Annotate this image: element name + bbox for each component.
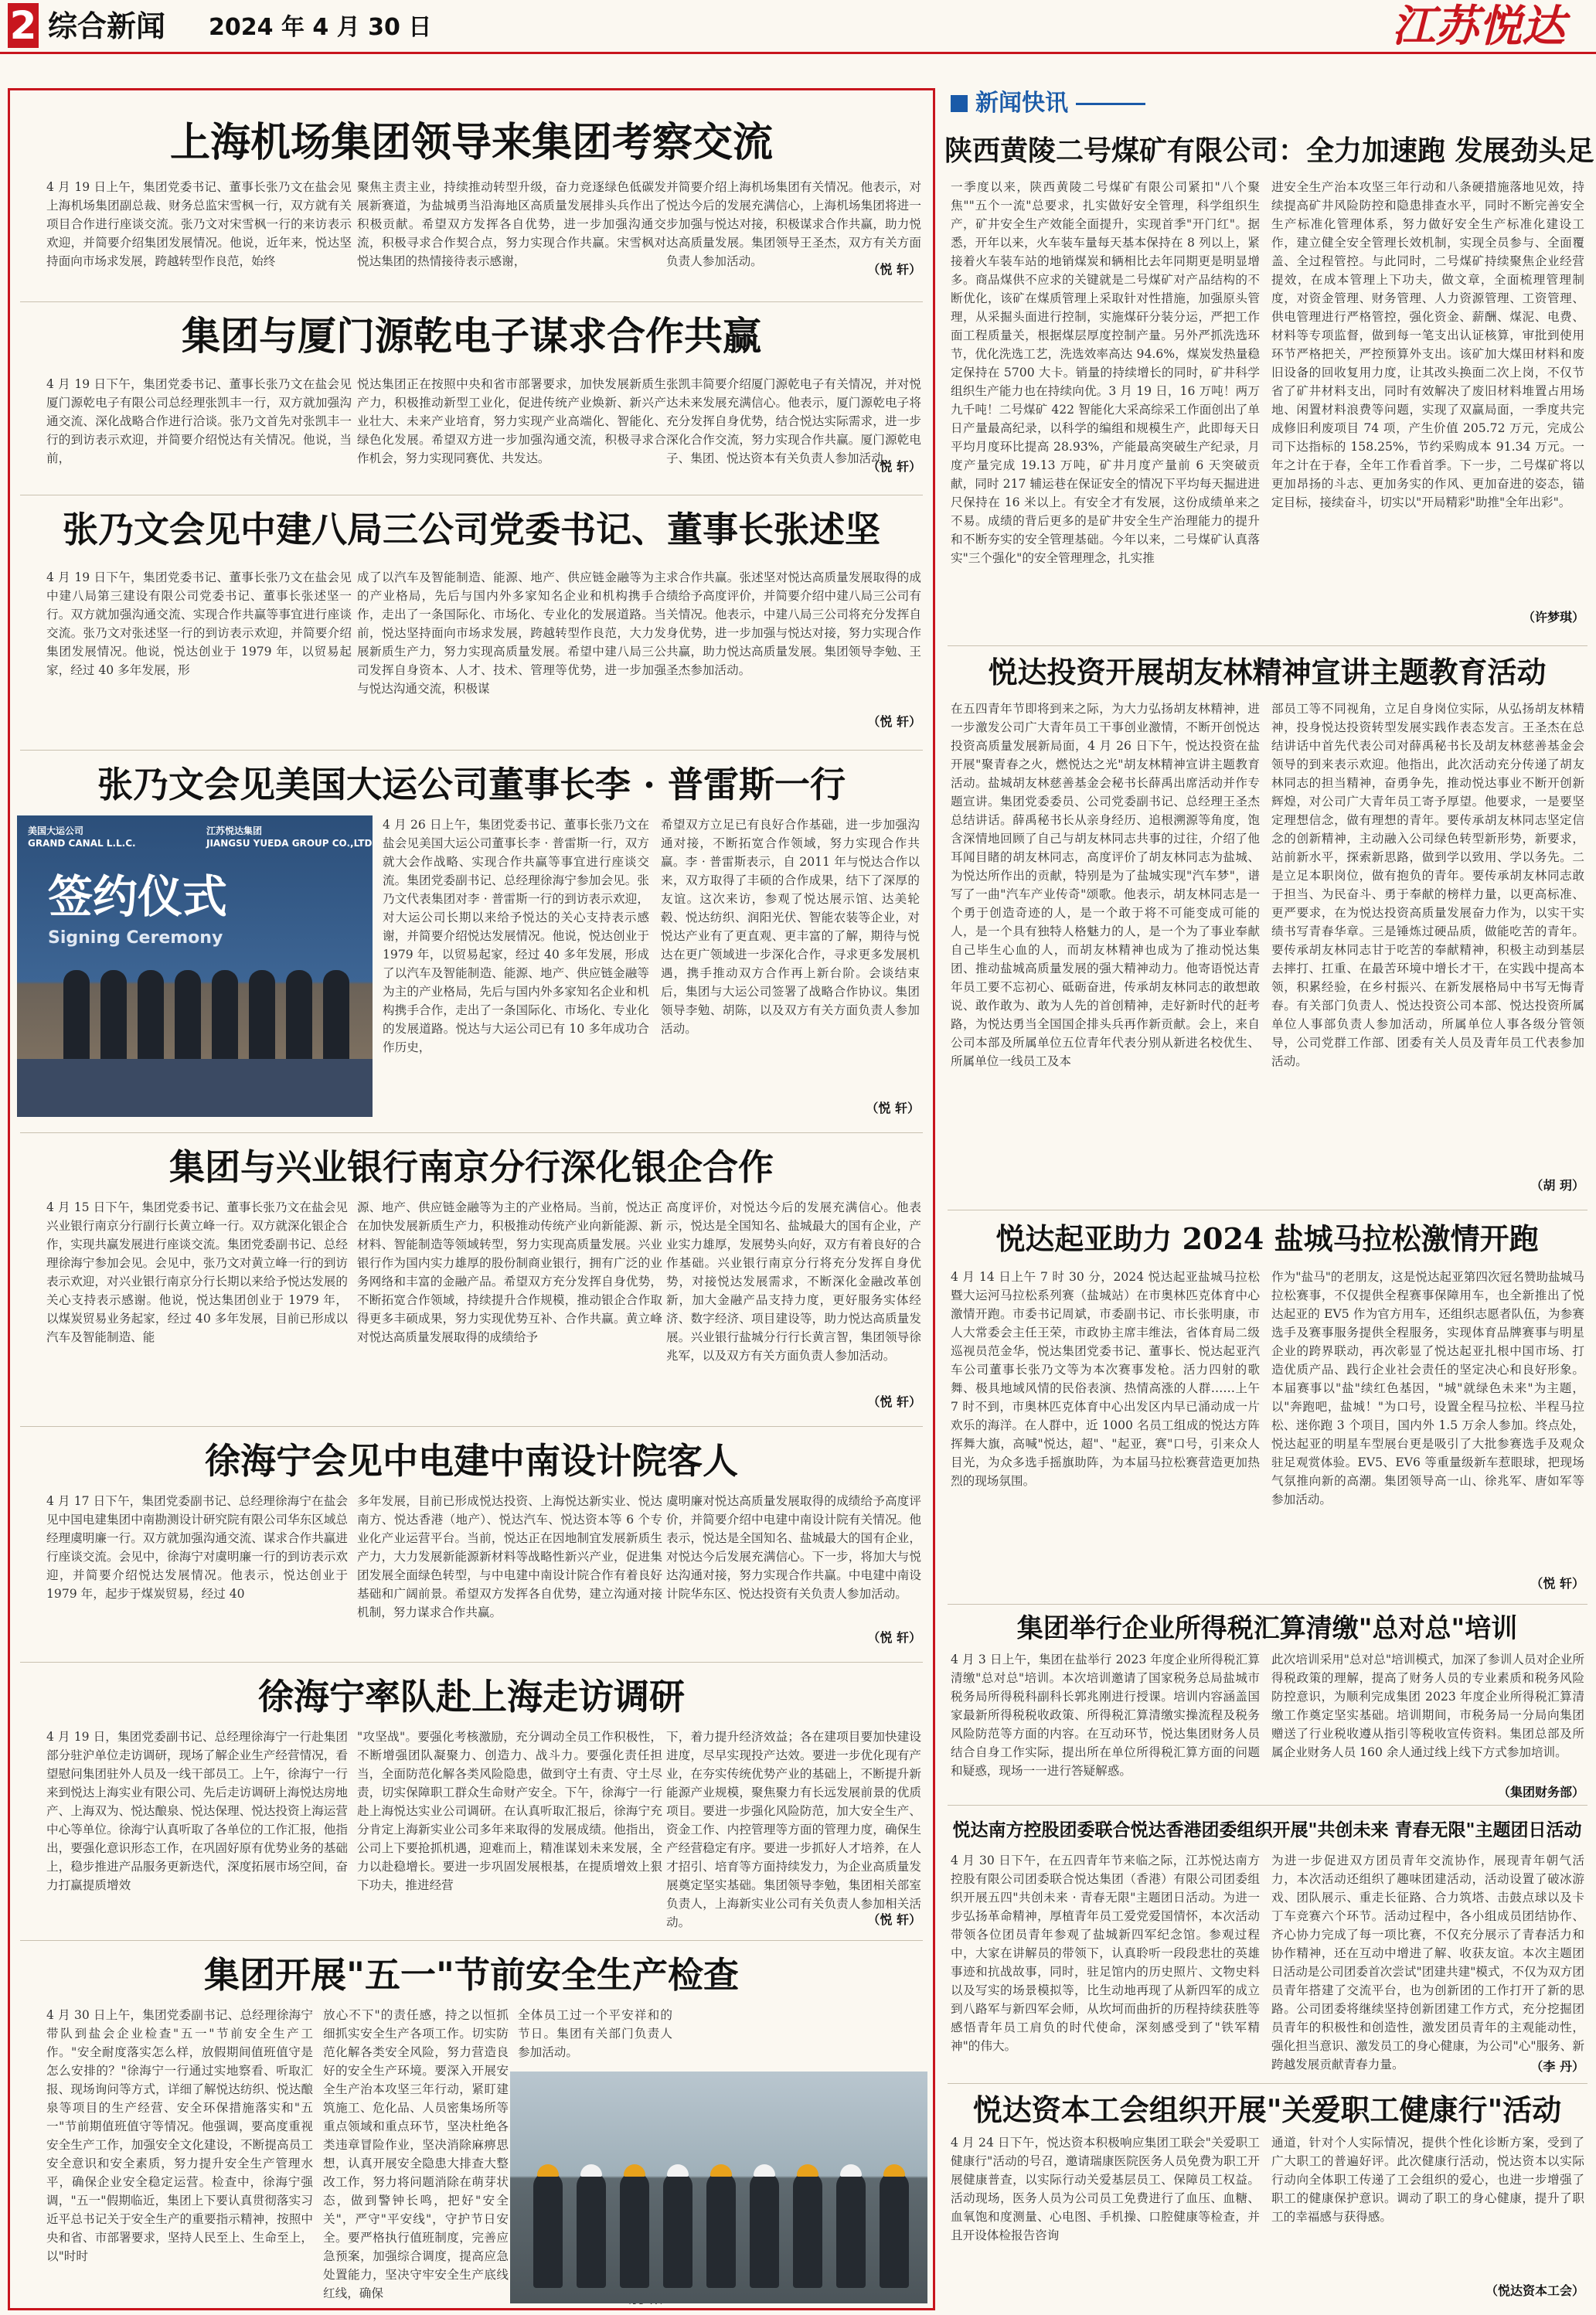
person-figure [100, 970, 127, 1063]
divider [20, 1940, 923, 1941]
signing-ceremony-photo [17, 815, 373, 1117]
article-body-column: 源、地产、供应链金融等为主的产业格局。当前，悦达正在加快发展新质生产力，积极推动传统产业向新能源、新材料、智能制造等领域转型，努力实现高质量发展。兴业银行作为国内实力雄厚的股份制商业银行，拥有广泛的业务网络和丰富的金融产品。希望双方充分发挥自身优势，不断拓宽合作领域，持续提升合作规模，推动银企合作取得更多丰硕成果，努力实现优势互补、合作共赢。黄立峰对悦达高质量发展取得的成绩给予 [357, 1200, 662, 1344]
article-byline: （悦达资本工会） [1485, 2283, 1584, 2298]
article-body-column: 4 月 30 日上午，集团党委副书记、总经理徐海宁带队到盐会企业检查"五一"节前安全生产工作。"安全耐度落实怎么样，放假期间值班值守是怎么安排的？"徐海宁一行通过实地察看、听取汇报、现场询问等方式，详细了解悦达纺织、悦达酿泉等项目的生产经营、安全环保措施落实和"五一"节前期值班值守等情况。他强调，要高度重视安全生产工作，加强安全文化建设，不断提高员工安全意识和安全素质，努力提升安全生产管理水平，确保企业安全稳定运营。检查中，徐海宁强调，"五一"假期临近，集团上下要认真贯彻落实习近平总书记关于安全生产的重要指示精神，按照中央和省、市部署要求，坚持人民至上、生命至上，以"时时 [46, 2008, 313, 2263]
article-body-column: 4 月 24 日下午，悦达资本积极响应集团工联会"关爱职工健康行"活动的号召，邀请瑞康医院医务人员免费为职工开展健康普查，以实际行动关爱基层员工、保障员工权益。活动现场，医务人员为公司员工免费进行了血压、血糖、血氧饱和度测量、心电图、手机操、口腔健康等检查，并且开设体检报告咨询 [951, 2136, 1260, 2242]
article-body-column: 求合作共赢。张述坚对悦达高质量发展取得的成绩给予高度评价，并简要介绍中建八局三公司有关情况。他表示，中建八局三公司将充分发挥自身优势，进一步加强与悦达对接，努力实现合作共赢，助力悦达高质量发展。集团领导李勉、王圣杰参加活动。 [666, 570, 921, 677]
person-figure [706, 2172, 736, 2288]
helmet-icon [754, 2164, 775, 2177]
masthead-logo: 江苏悦达 [1392, 1, 1565, 52]
article-byline: （悦 轩） [867, 1912, 921, 1927]
article-headline: 张乃文会见中建八局三公司党委书记、董事长张述坚 [63, 509, 880, 550]
divider [948, 645, 1587, 646]
article-body-column: 部员工等不同视角，立足自身岗位实际，从弘扬胡友林精神，投身悦达投资转型发展实践作表态发言。王圣杰在总结讲话中首先代表公司对薛禹秘书长及胡友林慈善基金会领导的到来表示欢迎。他指出，此次活动充分传递了胡友林同志的担当精神，奋勇争先，推动悦达事业不断开创新辉煌，对公司广大青年员工寄予厚望。他要求，一是要坚定理想信念，做有理想的青年。要传承胡友林同志坚定信念的创新精神，主动融入公司绿色转型新形势，新要求，站前新水平，探索新思路，做到学以致用、学以务先。二是立足本职岗位，做有抱负的青年。要传承胡友林同志敢于担当、为民奋斗、勇于奉献的榜样力量，以更高标准、更严要求，在为悦达投资高质量发展奋力作为，以实干实绩书写青春华章。三是锤炼过硬品质，做能吃苦的青年。要传承胡友林同志甘于吃苦的奉献精神，积极主动到基层去摔打、扛重、在最苦环境中增长才干，在实践中提高本领，积累经验，在乡村振兴、在新发展格局中书写无悔青春。有关部门负责人、悦达投资公司本部、悦达投资所属单位人事部负责人参加活动，所属单位人事各级分管领导，公司党群工作部、团委有关人员及青年员工代表参加活动。 [1271, 702, 1584, 1068]
divider [1076, 103, 1145, 105]
article-body-column: 4 月 19 日上午，集团党委书记、董事长张乃文在盐会见上海机场集团副总裁、财务总监宋雪枫一行，双方就有关项目合作进行座谈交流。张乃文对宋雪枫一行的来访表示欢迎，并简要介绍集团发展情况。他说，近年来，悦达坚持面向市场求发展，跨越转型作良范，始终 [46, 180, 352, 268]
person-figure [836, 2172, 866, 2288]
photo-label-left: 美国大运公司 GRAND CANAL L.L.C. [28, 826, 136, 849]
article-byline: （李 丹） [1530, 2059, 1584, 2074]
article-body-column: 聚焦主责主业，持续推动转型升级，奋力竞逐绿色低碳发展新赛道，为盐城勇当沿海地区高质量发展排头兵作出了积极贡献。希望双方发挥各自优势，进一步加强沟通交流，积极寻求合作契合点，努力实现合作共赢。宋雪枫对悦达集团的热情接待表示感谢， [357, 180, 666, 268]
article-body-column: 多年发展，目前已形成悦达投资、上海悦达新实业、悦达南方、悦达香港（地产）、悦达汽车、悦达资本等 6 个专业化产业运营平台。当前，悦达正在因地制宜发展新质生产力，大力发展新能源新材料等战略性新兴产业，促进集团发展全面绿色转型，与中电建中南设计院合作有着良好基础和广阔前景。希望双方发挥各自优势，建立沟通对接机制，努力谋求合作共赢。 [357, 1494, 662, 1619]
news-flash-header [951, 88, 1145, 119]
article-byline: （集团财务部） [1497, 1785, 1584, 1799]
helmet-icon [537, 2164, 559, 2177]
article-headline: 陕西黄陵二号煤矿有限公司：全力加速跑 发展劲头足 [944, 134, 1594, 167]
person-figure [663, 2172, 693, 2288]
article-headline: 张乃文会见美国大运公司董事长李 · 普雷斯一行 [97, 764, 846, 805]
article-headline: 悦达投资开展胡友林精神宣讲主题教育活动 [988, 655, 1547, 689]
article-body-column: 作为"盐马"的老朋友，这是悦达起亚第四次冠名赞助盐城马拉松赛事，不仅提供全程赛事保障用车，也全新推出了悦达起亚的 EV5 作为官方用车，还组织志愿者队伍，为参赛选手及赛事服务提供全程服务，实现体育品牌赛事与明星企业的跨界联动，再次彰显了悦达起亚扎根中国市场、打造优质产品、践行企业社会责任的坚定决心和良好形象。本届赛事以"盐"续红色基因，"城"就绿色未来"为主题，以"奔跑吧，盐城！"为口号，设置全程马拉松、半程马拉松、迷你跑 3 个项目，国内外 1.5 万余人参加。终点处，悦达起亚的明星车型展台更是吸引了大批参赛选手及观众驻足观赏体验。EV5、EV6 等重量级新车惹眼球，把现场气氛推向新的高潮。集团领导高一山、徐兆军、唐如军等参加活动。 [1271, 1270, 1584, 1506]
helmet-icon [667, 2164, 689, 2177]
article-byline: （悦 轩） [867, 1630, 921, 1645]
helmet-icon [710, 2164, 732, 2177]
person-figure [577, 2172, 606, 2288]
photo-banner-title: 签约仪式 [48, 870, 228, 923]
article-headline: 悦达资本工会组织开展"关爱职工健康行"活动 [972, 2092, 1562, 2127]
article-body-column: 此次培训采用"总对总"培训模式，加深了参训人员对企业所得税政策的理解，提高了财务人员的专业素质和税务风险防控意识，为顺利完成集团 2023 年度企业所得税汇算清缴工作奠定坚实基础。培训期间，市税务局一分局向集团赠送了行业税收遵从指引等税收宣传资料。集团总部及所属企业财务人员 160 余人通过线上线下方式参加培训。 [1271, 1653, 1584, 1759]
page-number: 2 [8, 3, 39, 48]
divider [948, 1604, 1587, 1605]
article-body-column: 悦达集团正在按照中央和省市部署要求，加快发展新质生产力，积极推动新型工业化，促进传统产业焕新、新兴产业壮大、未来产业培育，努力实现产业高端化、智能化、绿色化发展。希望双方进一步加强沟通交流，积极寻求合作机会，努力实现同赛优、共发达。 [357, 377, 666, 465]
article-headline: 悦达南方控股团委联合悦达香港团委组织开展"共创未来 青春无限"主题团日活动 [952, 1820, 1582, 1840]
article-byline: （悦 轩） [1530, 1576, 1584, 1591]
article-body-column: 4 月 17 日下午，集团党委副书记、总经理徐海宁在盐会见中国电建集团中南勘测设计研究院有限公司华东区域总经理虞明廉一行。双方就加强沟通交流、谋求合作共赢进行座谈交流。会见中，徐海宁对虞明廉一行的到访表示欢迎，并简要介绍悦达发展情况。他表示，悦达创业于 1979 年，起步于煤炭贸易，经过 40 [46, 1494, 348, 1601]
divider [20, 1662, 923, 1663]
helmet-icon [797, 2164, 818, 2177]
helmet-icon [883, 2164, 905, 2177]
article-headline: 集团与兴业银行南京分行深化银企合作 [169, 1146, 774, 1188]
article-body-column: 放心不下"的责任感，持之以恒抓细抓实安全生产各项工作。切实防范化解各类安全风险，努力营造良好的安全生产环境。要深入开展安全生产治本攻坚三年行动，紧盯建筑施工、危化品、人员密集场所等重点领域和重点环节，坚决杜绝各类违章冒险作业，坚决消除麻痹思想，认真开展安全隐患大排查大整改工作，努力将问题消除在萌芽状态，做到警钟长鸣，把好"安全关"，严守"平安线"，守护节日安全。要严格执行值班制度，完善应急预案，加强综合调度，提高应急处置能力，坚决守牢安全生产底线红线，确保 [323, 2008, 509, 2300]
article-body-column: 4 月 14 日上午 7 时 30 分，2024 悦达起亚盐城马拉松暨大运河马拉松系列赛（盐城站）在市奥林匹克体育中心激情开跑。市委书记周斌，市委副书记、市长张明康，市人大常委会主任王荣，市政协主席丰维法，省体育局二级巡视员范金华，悦达集团党委书记、董事长、悦达起亚汽车公司董事长张乃文等为本次赛事发枪。活力四射的歌舞、极具地域风情的民俗表演、热情高涨的人群……上午 7 时不到，市奥林匹克体育中心出发区内早已涌动成一片欢乐的海洋。在人群中，近 1000 名员工组成的悦达方阵挥舞大旗，高喊"悦达，超"、"起亚，赛"口号，引来众人目光，为众多选手摇旗助阵，为本届马拉松赛营造更加热烈的现场氛围。 [951, 1270, 1260, 1488]
helmet-icon [580, 2164, 602, 2177]
article-byline: （悦 轩） [867, 714, 921, 729]
divider [20, 1132, 923, 1133]
photo-label-right: 江苏悦达集团 JIANGSU YUEDA GROUP CO.,LTD [206, 826, 373, 849]
article-body-column: 4 月 30 日下午，在五四青年节来临之际，江苏悦达南方控股有限公司团委联合悦达集团（香港）有限公司团委组织开展五四"共创未来 · 青春无限"主题团日活动。为进一步弘扬革命精神，厚植青年员工爱党爱国情怀，本次活动带领各位团员青年参观了盐城新四军纪念馆。参观过程中，大家在讲解员的带领下，认真聆听一段段悲壮的英雄事迹和抗战故事，同时，驻足馆内的历史照片、文物史料以及写实的场景模拟等，比生动地再现了从新四军的成立到八路军与新四军会师，从坎坷而曲折的历程持续获胜等感悟青年员工肩负的时代使命，深刻感受到了"铁军精神"的伟大。 [951, 1854, 1260, 2053]
person-figure [63, 970, 90, 1063]
photo-banner-subtitle: Signing Ceremony [48, 928, 223, 948]
helmet-icon [840, 2164, 862, 2177]
article-headline: 上海机场集团领导来集团考察交流 [169, 119, 773, 166]
person-figure [793, 2172, 822, 2288]
divider [20, 1426, 923, 1427]
divider [20, 750, 923, 751]
article-body-column: 为进一步促进双方团员青年交流协作，展现青年朝气活力，本次活动还组织了趣味团建活动，活动设置了破冰游戏、团队展示、重走长征路、合力筑塔、击鼓点球以及卡丁车竞赛六个环节。活动过程中，各小组成员团结协作、齐心协力完成了每一项比赛，不仅充分展示了青春活力和协作精神，还在互动中增进了解、收获友谊。本次主题团日活动是公司团委首次尝试"团建共建"模式，不仅为双方团员青年搭建了交流平台，也为创新团的工作打开了新的思路。公司团委将继续坚持创新团建工作方式，充分挖掘团员青年的积极性和创造性，激发团员青年的主观能动性，强化担当意识、激发员工的身心健康，为公司"心"服务、新跨越发展贡献青春力量。 [1271, 1854, 1584, 2072]
safety-inspection-photo [510, 2072, 927, 2303]
article-headline: 集团举行企业所得税汇算清缴"总对总"培训 [1016, 1613, 1518, 1644]
article-body-column: 成了以汽车及智能制造、能源、地产、供应链金融等为主的产业格局，先后与国内外多家知名企业和机构携手合作，走出了一条国际化、市场化、专业化的发展道路。当前，悦达坚持面向市场求发展，跨越转型作良范，大力发展新质生产力，努力实现高质量发展。希望中建八局三公司发挥自身资本、人才、技术、管理等优势，进一步加强与悦达沟通交流，积极谋 [357, 570, 666, 696]
article-headline: 悦达起亚助力 2024 盐城马拉松激情开跑 [995, 1221, 1539, 1256]
divider [20, 301, 923, 302]
article-body-column: "攻坚战"。要强化考核激励，充分调动全员工作积极性，不断增强团队凝聚力、创造力、战斗力。要强化责任担当，全面防范化解各类风险隐患，做到守土有责、守土尽责，切实保障职工群众生命财产安全。下午，徐海宁一行赴上海悦达实业公司调研。在认真听取汇报后，徐海宁充分肯定上海新实业公司多年来取得的发展成绩。他指出，公司上下要抢抓机遇，迎难而上，精准谋划未来发展，全力以赴稳增长。要进一步巩固发展根基，在提质增效上狠下功夫，推进经营 [357, 1730, 662, 1892]
section-title: 综合新闻 [48, 9, 166, 43]
article-body-column: 高度评价，对悦达今后的发展充满信心。他表示，悦达是全国知名、盐城最大的国有企业，产业实力雄厚，发展势头向好，双方有着良好的合作基础。兴业银行南京分行将充分发挥自身优势，对接悦达发展需求，不断深化金融改革创新，加大金融产品支持力度，更好服务实体经济、数字经济、项目建设等，助力悦达高质量发展。兴业银行盐城分行行长黄言智，集团领导徐兆军，以及双方有关方面负责人参加活动。 [666, 1200, 921, 1363]
article-body-column: 4 月 3 日上午，集团在盐举行 2023 年度企业所得税汇算清缴"总对总"培训。本次培训邀请了国家税务总局盐城市税务局所得税科副科长郭兆刚进行授课。培训内容涵盖国家最新所得税税收政策、所得税汇算清缴实操流程及税务风险防范等方面的内容。在互动环节，悦达集团财务人员结合自身工作实际，提出所在单位所得税汇算方面的问题和疑惑，现场一一进行答疑解惑。 [951, 1653, 1260, 1778]
divider [948, 1805, 1587, 1806]
page-header [0, 0, 1596, 54]
person-figure [750, 2172, 779, 2288]
article-byline: （胡 玥） [1530, 1178, 1584, 1193]
helmet-icon [624, 2164, 645, 2177]
person-figure [212, 970, 238, 1063]
article-byline: （悦 轩） [867, 262, 921, 277]
signing-table [17, 1059, 373, 1117]
article-body-column: 在五四青年节即将到来之际，为大力弘扬胡友林精神，进一步激发公司广大青年员工干事创业激情，不断开创悦达投资高质量发展新局面，4 月 26 日下午，悦达投资在盐开展"聚青春之火，燃悦达之光"胡友林精神宣讲主题教育活动。盐城胡友林慈善基金会秘书长薛禹出席活动并作专题宣讲。集团党委委员、公司党委副书记、总经理王圣杰总结讲话。薛禹秘书长从亲身经历、追根溯源等角度，饱含深情地回顾了自己与胡友林同志共事的过往，介绍了他耳闻目睹的胡友林同志，高度评价了胡友林同志为盐城、为悦达所作出的贡献，特别是为了盐城实现"汽车梦"，谱写了一曲"汽车产业传奇"颂歌。他表示，胡友林同志是一个勇于创造奇迹的人，是一个敢于将不可能变成可能的人，是一个具有独特人格魅力的人，是一个为了事业奉献自己毕生心血的人，而胡友林精神也成为了推动悦达集团、推动盐城高质量发展的强大精神动力。他寄语悦达青年员工要不忘初心、砥砺奋进，传承胡友林同志的敢想敢说、敢作敢为、敢为人先的首创精神，走好新时代的赶考路，为悦达勇当全国国企排头兵再作新贡献。会上，来自公司本部及所属单位五位青年代表分别从新进名校优生、所属单位一线员工及本 [951, 702, 1260, 1068]
article-headline: 集团开展"五一"节前安全生产检查 [204, 1954, 739, 1996]
person-figure [249, 970, 275, 1063]
article-body-column: 4 月 19 日，集团党委副书记、总经理徐海宁一行赴集团部分驻沪单位走访调研，现场了解企业生产经营情况，看望慰问集团驻外人员及一线干部员工。上午，徐海宁一行来到悦达上海实业有限公司、先后走访调研上海悦达房地产、上海双为、悦达酿泉、悦达保理、悦达投资上海运营中心等单位。徐海宁认真听取了各单位的工作汇报，他指出，要强化意识形态工作，在巩固好原有优势业务的基础上，稳步推进产品服务更新迭代，深度拓展市场空间，奋力打赢提质增效 [46, 1730, 348, 1892]
article-byline: （悦 轩） [866, 1101, 920, 1115]
person-figure [880, 2172, 909, 2288]
article-body-column: 张凯丰简要介绍厦门源乾电子有关情况，并对悦达未来发展充满信心。他表示，厦门源乾电子将充分发挥自身优势，结合悦达实际需求，进一步深化合作交流，努力实现合作共赢。厦门源乾电子、集团、悦达资本有关负责人参加活动。 [666, 377, 921, 465]
article-body-column: 虞明廉对悦达高质量发展取得的成绩给予高度评价，并简要介绍中电建中南设计院有关情况。他表示，悦达是全国知名、盐城最大的国有企业，对悦达今后发展充满信心。下一步，将加大与悦达沟通对接，努力实现合作共赢。中电建中南设计院华东区、悦达投资有关负责人参加活动。 [666, 1494, 921, 1601]
divider [948, 2083, 1587, 2084]
article-body-column: 4 月 19 日下午，集团党委书记、董事长张乃文在盐会见中建八局第三建设有限公司党委书记、董事长张述坚一行。双方就加强沟通交流、实现合作共赢等事宜进行座谈交流。张乃文对张述坚一行的到访表示欢迎，并简要介绍集团发展情况。他说，悦达创业于 1979 年，以贸易起家，经过 40 多年发展，形 [46, 570, 352, 677]
article-body-column: 一季度以来，陕西黄陵二号煤矿有限公司紧扣"八个聚焦""五个一流"总要求，扎实做好安全管理，科学组织生产，矿井安全生产效能全面提升，实现首季"开门红"。据悉，开年以来，火车装车量每天基本保持在 8 列以上，紧接着火车装车站的地销煤炭和辆相比去年同期更是明显增多。商品煤供不应求的关键就是二号煤矿对产品结构的不断优化，该矿在煤质管理上采取针对性措施，加强原头管理，从采掘头面进行控制，实施煤矸分装分运，严把工作面工程质量关，根据煤层厚度控制产量。另外严抓洗选环节，优化洗选工艺，洗选效率高达 94.6%，煤炭发热量稳定保持在 5700 大卡。销量的持续增长的同时，矿井科学组织生产能力也在持续向优。3 月 19 日，16 万吨！两万九千吨！二号煤矿 422 智能化大采高综采工作面创出了单日产量最高纪录，以科学的编组和规模生产，此即每天日平均月度环比提高 28.93%，产能最高突破生产纪录，月度产量完成 19.13 万吨，矿井月度产量前 6 天突破贡献，同时 217 辅运巷在保证安全的情况下平均每天掘进进尺保持在 16 米以上。有安全才有发展，这份成绩单来之不易。成绩的背后更多的是矿井安全生产治理能力的提升和不断夯实的安全管理基础。今年以来，二号煤矿认真落实"三个强化"的安全管理理念，扎实推 [951, 180, 1260, 565]
article-body-column: 通道，针对个人实际情况，提供个性化诊断方案，受到了广大职工的普遍好评。此次健康行活动，悦达资本以实际行动向全体职工传递了工会组织的爱心，也进一步增强了职工的健康保护意识。调动了职工的身心健康，提升了职工的幸福感与获得感。 [1271, 2136, 1584, 2224]
article-headline: 集团与厦门源乾电子谋求合作共赢 [182, 313, 761, 359]
news-flash-label: 新闻快讯 [975, 90, 1068, 117]
article-byline: （悦 轩） [867, 1394, 921, 1409]
article-body-column: 下，着力提升经济效益；各在建项目要加快建设进度，尽早实现投产达效。要进一步优化现有产业，在夯实传统优势产业的基础上，不断提升新能源产业规模，聚焦聚力有长远发展前景的优质项目。要进一步强化风险防范，加大安全生产、资金工作、内控管理等方面的管理力度，确保生产经营稳定有序。要进一步抓好人才培养，在人才招引、培育等方面持续发力，为企业高质量发展奠定坚实基础。集团领导李勉，集团相关部室负责人，上海新实业公司有关负责人参加相关活动。 [666, 1730, 921, 1929]
article-body-column: 希望双方立足已有良好合作基础，进一步加强沟通对接，不断拓宽合作领域，努力实现合作共赢。李 · 普雷斯表示，自 2011 年与悦达合作以来，双方取得了丰硕的合作成果，结下了深厚的友谊。这次来访，参观了悦达展示馆、达美轮毂、悦达纺织、润阳光伏、智能农装等企业，对悦达产业有了更直观、更丰富的了解，期待与悦达在更广领域进一步深化合作，寻求更多发展机遇，携手推动双方合作再上新台阶。会谈结束后，集团与大运公司签署了战略合作协议。集团领导李勉、胡陈，以及双方有关方面负责人参加活动。 [661, 818, 920, 1036]
person-figure [323, 970, 349, 1063]
person-figure [620, 2172, 649, 2288]
person-figure [138, 970, 164, 1063]
article-body-column: 4 月 26 日上午，集团党委书记、董事长张乃文在盐会见美国大运公司董事长李 · 普雷斯一行，双方就大会作战略、实现合作共赢等事宜进行座谈交流。集团党委副书记、总经理徐海宁参加会见。张乃文代表集团对李 · 普雷斯一行的到访表示欢迎，对大运公司长期以来给予悦达的关心支持表示感谢，并简要介绍悦达发展情况。他说，悦达创业于 1979 年，以贸易起家，经过 40 多年发展，形成了以汽车及智能制造、能源、地产、供应链金融等为主的产业格局，先后与国内外多家知名企业和机构携手合作，走出了一条国际化、市场化、专业化的发展道路。悦达与大运公司已有 10 多年成功合作历史， [383, 818, 649, 1054]
article-body-column: 4 月 19 日下午，集团党委书记、董事长张乃文在盐会见厦门源乾电子有限公司总经理张凯丰一行，双方就加强沟通交流、深化战略合作进行洽谈。张乃文首先对张凯丰一行的到访表示欢迎，并简要介绍悦达有关情况。他说，当前， [46, 377, 352, 465]
article-body-column: 4 月 15 日下午，集团党委书记、董事长张乃文在盐会见兴业银行南京分行副行长黄立峰一行。双方就深化银企合作，实现共赢发展进行座谈交流。集团党委副书记、总经理徐海宁参加会见。会见中，张乃文对黄立峰一行的到访表示欢迎，对兴业银行南京分行长期以来给予悦达发展的关心支持表示感谢。他说，悦达集团创业于 1979 年，以煤炭贸易业务起家，经过 40 多年发展，目前已形成以汽车及智能制造、能 [46, 1200, 348, 1344]
person-figure [175, 970, 201, 1063]
person-figure [286, 970, 312, 1063]
article-byline: （许梦琪） [1522, 610, 1584, 625]
square-icon [951, 95, 968, 112]
article-byline: （悦 轩） [867, 459, 921, 474]
issue-date: 2024 年 4 月 30 日 [209, 14, 432, 41]
article-headline: 徐海宁率队赴上海走访调研 [258, 1676, 685, 1718]
article-headline: 徐海宁会见中电建中南设计院客人 [205, 1440, 738, 1482]
article-body-column: 进安全生产治本攻坚三年行动和八条硬措施落地见效，持续提高矿井风险防控和隐患排查水平，同时不断完善安全生产标准化管理体系，努力做好安全生产标准化建设工作，建立健全安全管理长效机制，实现全员参与、全面覆盖、全过程管控。与此同时，二号煤矿持续聚焦企业经营提效，在成本管理上下功夫，做文章，全面梳理管理制度，对资金管理、财务管理、人力资源管理、工资管理、供电管理进行严格管控，强化资金、薪酬、煤泥、电费、材料等专项监督，做到每一笔支出认证核算，审批到使用环节严格把关，严控预算外支出。该矿加大煤田材料和废旧设备的回收复用力度，让其改头换面二次上岗，不仅节省了矿井材料支出，同时有效解决了废旧材料堆置占用场地、闲置材料浪费等问题，实现了双赢局面，一季度共完成修旧利废项目 74 项，产生价值 205.72 万元，完成公司下达指标的 158.25%，节约采购成本 91.34 万元。一年之计在于春，全年工作看首季。下一步，二号煤矿将以更加昂扬的斗志、更加务实的作风、更加奋进的姿态，锚定目标，接续奋斗，切实以"开局精彩"助推"全年出彩"。 [1271, 180, 1584, 509]
article-body-column: 并简要介绍上海机场集团有关情况。他表示，对悦达今后的发展充满信心，上海机场集团将进一步加强与悦达对接，积极谋求合作共赢，助力悦达高质量发展。集团领导王圣杰，双方有关方面负责人参加活动。 [666, 180, 921, 268]
article-body-column: 全体员工过一个平安祥和的节日。集团有关部门负责人参加活动。 [518, 2008, 672, 2059]
person-figure [533, 2172, 563, 2288]
